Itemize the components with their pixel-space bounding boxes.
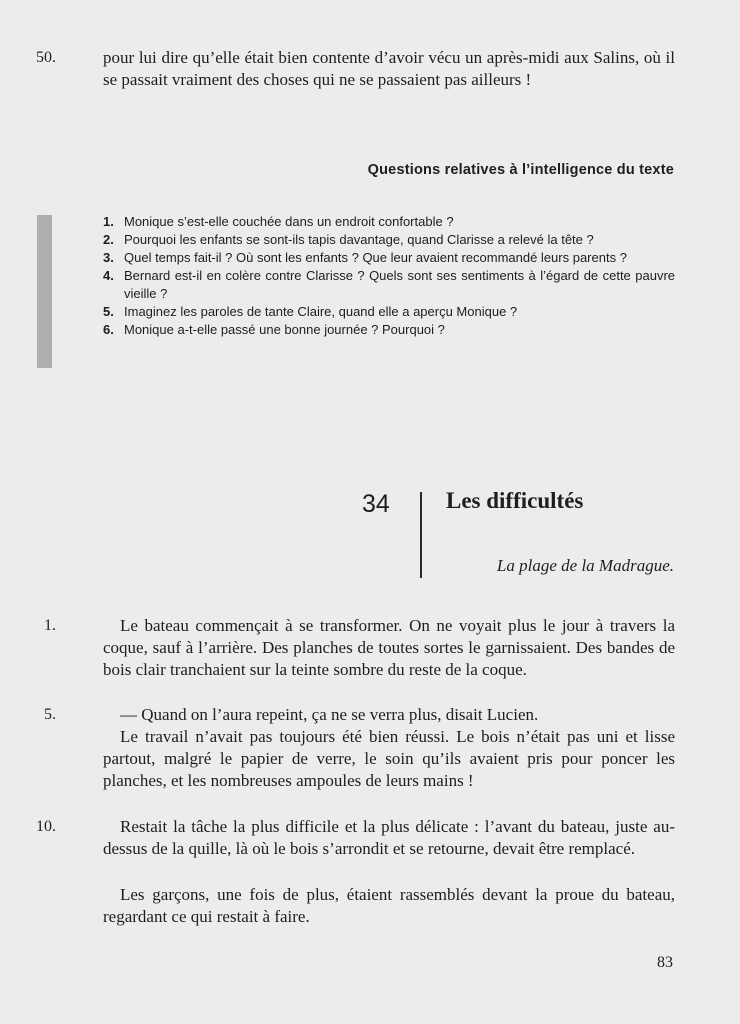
chapter-number: 34 [362,490,390,518]
questions-list [103,213,675,339]
chapter-subtitle: La plage de la Madrague. [496,556,674,575]
paragraph-text: Le bateau commençait à se transformer. On ne voyait plus le jour à travers la coque, sauf à l’arrière. Des planches de toutes sortes le garnissaient. Des bandes de bois clair tranchaient sur la teinte sombre du reste de la coque. [103,616,675,679]
line-number-1: 1. [44,617,56,634]
paragraph-text: Le travail n’avait pas toujours été bien réussi. Le bois n’était pas uni et lisse partout, malgré le papier de verre, le soin qu’ils avaient pris pour poncer les planches, et les nombreuses ampoules de leurs mains ! [103,727,675,790]
question-item [103,213,675,231]
top-passage-text: pour lui dire qu’elle était bien contente d’avoir vécu un après-midi aux Salins, où il se passait vraiment des choses qui ne se passaient pas ailleurs ! [103,48,675,89]
question-text: Quel temps fait-il ? Où sont les enfants ? Que leur avaient recommandé leurs parents ? [124,250,627,265]
question-text: Bernard est-il en colère contre Clarisse ? Quels sont ses sentiments à l’égard de cette pauvre vieille ? [124,268,675,301]
question-item [103,303,675,321]
passage-paragraph [103,615,675,681]
passage-paragraph [103,704,675,726]
question-text: Imaginez les paroles de tante Claire, quand elle a aperçu Monique ? [124,304,518,319]
paragraph-text: — Quand on l’aura repeint, ça ne se verra plus, disait Lucien. [120,705,539,724]
question-item [103,321,675,339]
question-number: 3. [103,250,114,265]
paragraph-text: Restait la tâche la plus difficile et la plus délicate : l’avant du bateau, juste au-dessus de la quille, là où le bois s’arrondit et se retourne, devait être remplacé. [103,817,675,858]
question-number: 2. [103,232,114,247]
line-number-5: 5. [44,706,56,723]
question-number: 6. [103,322,114,337]
passage-paragraph [103,884,675,928]
question-number: 4. [103,268,114,283]
question-text: Monique s’est-elle couchée dans un endroit confortable ? [124,214,454,229]
line-number-10: 10. [36,818,56,835]
chapter-divider [420,492,422,578]
paragraph-text: Les garçons, une fois de plus, étaient rassemblés devant la proue du bateau, regardant ce qui restait à faire. [103,885,675,926]
questions-heading: Questions relatives à l’intelligence du texte [367,162,674,178]
chapter-title: Les difficultés [446,488,584,513]
question-item [103,249,675,267]
question-item [103,267,675,303]
question-text: Monique a-t-elle passé une bonne journée ? Pourquoi ? [124,322,445,337]
question-item [103,231,675,249]
passage-paragraph [103,726,675,792]
question-text: Pourquoi les enfants se sont-ils tapis davantage, quand Clarisse a relevé la tête ? [124,232,594,247]
page-number: 83 [657,954,673,971]
margin-shade-bar [37,215,52,368]
passage-paragraph [103,816,675,860]
question-number: 1. [103,214,114,229]
question-number: 5. [103,304,114,319]
line-number-50: 50. [36,49,56,66]
